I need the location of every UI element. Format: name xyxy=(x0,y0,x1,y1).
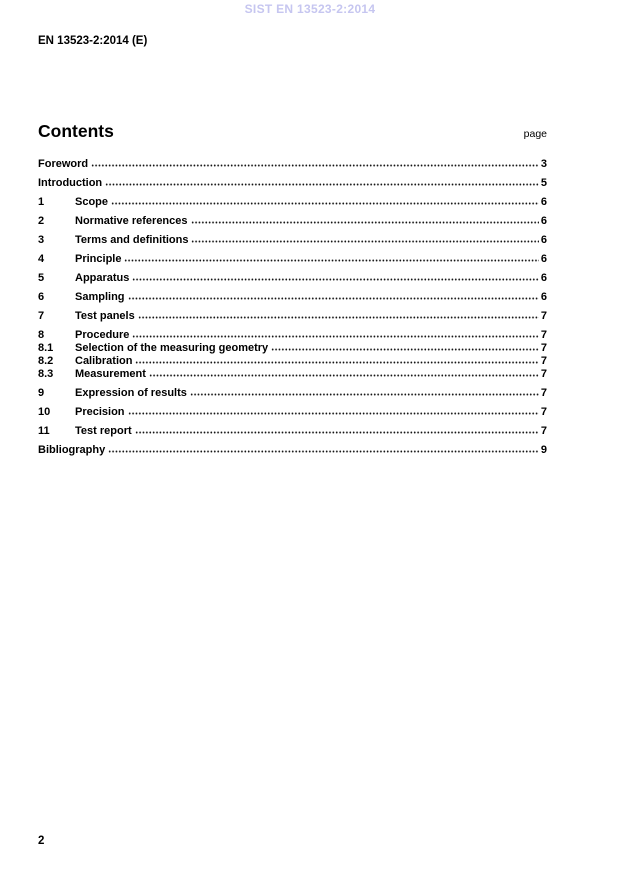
toc-leader-dots xyxy=(191,215,539,224)
toc-entry-page: 7 xyxy=(540,329,547,341)
contents-section xyxy=(38,121,547,457)
toc-entry-number: 8 xyxy=(38,329,45,341)
toc-entry-label: Procedure xyxy=(75,329,130,341)
toc-row xyxy=(38,215,547,228)
toc-entry-page: 5 xyxy=(540,177,547,189)
footer-page-number: 2 xyxy=(38,835,45,847)
toc-row xyxy=(38,342,547,355)
toc-entry-number: 3 xyxy=(38,234,45,246)
toc-row xyxy=(38,158,547,171)
toc-entry-page: 7 xyxy=(540,355,547,367)
toc-row xyxy=(38,406,547,419)
toc-entry-label: Introduction xyxy=(38,177,103,189)
toc-row xyxy=(38,368,547,381)
toc-entry-number: 7 xyxy=(38,310,45,322)
toc-leader-dots xyxy=(108,444,539,453)
toc-entry-label: Apparatus xyxy=(75,272,130,284)
toc-entry-page: 9 xyxy=(540,444,547,456)
toc-row xyxy=(38,355,547,368)
toc-entry-label: Calibration xyxy=(75,355,133,367)
toc-entry-page: 7 xyxy=(540,342,547,354)
toc-row xyxy=(38,253,547,266)
toc-entry-page: 7 xyxy=(540,368,547,380)
toc-row xyxy=(38,177,547,190)
toc-row xyxy=(38,329,547,342)
toc-row xyxy=(38,196,547,209)
toc-leader-dots xyxy=(149,368,539,377)
toc-entry-label: Measurement xyxy=(75,368,146,380)
toc-entry-number: 8.2 xyxy=(38,355,54,367)
toc-entry-page: 3 xyxy=(540,158,547,170)
toc-entry-page: 6 xyxy=(540,253,547,265)
toc-entry-page: 7 xyxy=(540,387,547,399)
toc-entry-label: Test panels xyxy=(75,310,135,322)
page-column-label: page xyxy=(523,128,547,140)
toc-leader-dots xyxy=(138,310,539,319)
toc-entry-page: 6 xyxy=(540,272,547,284)
toc-leader-dots xyxy=(132,329,538,338)
toc-row xyxy=(38,272,547,285)
toc-entry-page: 7 xyxy=(540,310,547,322)
toc-entry-label: Sampling xyxy=(75,291,125,303)
toc-leader-dots xyxy=(128,291,539,300)
toc-leader-dots xyxy=(271,342,539,351)
toc-leader-dots xyxy=(111,196,539,205)
toc-entry-label: Selection of the measuring geometry xyxy=(75,342,269,354)
toc-row xyxy=(38,310,547,323)
toc-entry-label: Expression of results xyxy=(75,387,187,399)
toc-entry-page: 6 xyxy=(540,291,547,303)
toc-row xyxy=(38,387,547,400)
toc-entry-number: 2 xyxy=(38,215,45,227)
toc-leader-dots xyxy=(190,387,539,396)
toc-entry-number: 9 xyxy=(38,387,45,399)
toc-leader-dots xyxy=(124,253,538,262)
toc-row xyxy=(38,234,547,247)
toc-row xyxy=(38,444,547,457)
toc-entry-number: 8.1 xyxy=(38,342,54,354)
document-reference: EN 13523-2:2014 (E) xyxy=(38,35,148,47)
toc-entry-label: Foreword xyxy=(38,158,89,170)
toc-entry-number: 10 xyxy=(38,406,51,418)
toc-leader-dots xyxy=(191,234,538,243)
toc-entry-label: Principle xyxy=(75,253,122,265)
toc-leader-dots xyxy=(135,425,539,434)
toc-leader-dots xyxy=(105,177,539,186)
toc-entry-number: 8.3 xyxy=(38,368,54,380)
toc-entry-label: Terms and definitions xyxy=(75,234,189,246)
toc-leader-dots xyxy=(135,355,538,364)
toc-entry-number: 5 xyxy=(38,272,45,284)
toc-entry-label: Scope xyxy=(75,196,109,208)
sist-watermark: SIST EN 13523-2:2014 xyxy=(244,2,376,16)
toc-entry-label: Normative references xyxy=(75,215,188,227)
toc-entry-page: 7 xyxy=(540,406,547,418)
toc-entry-page: 6 xyxy=(540,196,547,208)
toc-leader-dots xyxy=(128,406,539,415)
toc-entry-label: Precision xyxy=(75,406,125,418)
toc-leader-dots xyxy=(132,272,538,281)
toc-entry-page: 6 xyxy=(540,215,547,227)
toc-row xyxy=(38,425,547,438)
toc-leader-dots xyxy=(91,158,539,167)
contents-header xyxy=(38,121,547,142)
toc-entry-number: 6 xyxy=(38,291,45,303)
toc-list xyxy=(38,158,547,457)
toc-entry-page: 6 xyxy=(540,234,547,246)
toc-entry-number: 11 xyxy=(38,425,50,437)
toc-entry-label: Bibliography xyxy=(38,444,106,456)
toc-entry-page: 7 xyxy=(540,425,547,437)
toc-entry-number: 1 xyxy=(38,196,45,208)
toc-row xyxy=(38,291,547,304)
toc-entry-number: 4 xyxy=(38,253,45,265)
toc-entry-label: Test report xyxy=(75,425,132,437)
contents-title: Contents xyxy=(38,121,114,141)
